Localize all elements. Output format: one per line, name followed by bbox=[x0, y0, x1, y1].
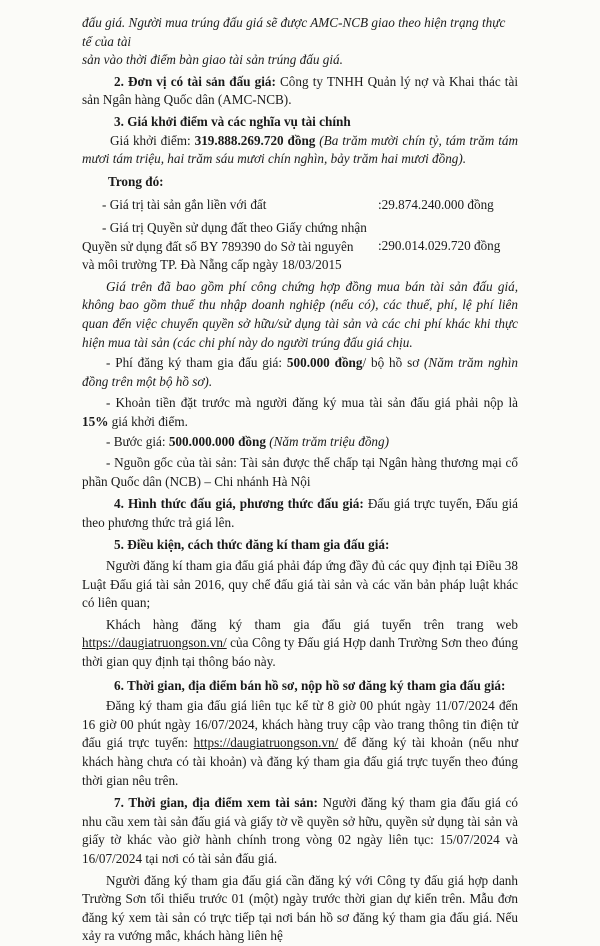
section-5-paragraph-2 bbox=[82, 616, 518, 672]
asset-origin: - Nguồn gốc của tài sản: Tài sản được thế chấp tại Ngân hàng thương mại cổ phần Quốc dân (NCB) – Chi nhánh Hà Nội bbox=[82, 455, 518, 489]
bid-step bbox=[82, 433, 518, 452]
section-2 bbox=[82, 73, 518, 110]
starting-price-label: Giá khởi điểm: bbox=[110, 132, 195, 148]
registration-fee-label: - Phí đăng ký tham gia đấu giá: bbox=[106, 355, 287, 371]
section-5-text-b: của Công ty Đấu giá Hợp danh Trường Sơn theo đúng thời gian quy định tại thông báo này. bbox=[82, 635, 518, 669]
section-2-text: Công ty TNHH Quản lý nợ và Khai thác tài sản Ngân hàng Quốc dân (AMC-NCB). bbox=[82, 73, 518, 108]
starting-price-value: 319.888.269.720 đồng bbox=[194, 132, 316, 148]
breakdown-item-2-value: :290.014.029.720 đồng bbox=[378, 237, 501, 253]
section-5-paragraph-1: Người đăng kí tham gia đấu giá phải đáp ứng đầy đủ các quy định tại Điều 38 Luật Đấu giá tài sản 2016, quy chế đấu giá tài sản và các văn bản pháp luật khác có liên quan; bbox=[82, 558, 518, 611]
section-4 bbox=[82, 495, 518, 532]
registration-fee bbox=[82, 354, 518, 391]
website-link[interactable]: https://daugiatruongson.vn/ bbox=[82, 635, 227, 651]
section-7 bbox=[82, 794, 518, 868]
breakdown-item-2-line-1: - Giá trị Quyền sử dụng đất theo Giấy chứng nhận bbox=[102, 219, 367, 235]
registration-fee-unit: / bộ hồ sơ bbox=[362, 355, 425, 371]
starting-price-words: (Ba trăm mười chín tỷ, tám trăm tám mươi tám triệu, hai trăm sáu mươi chín nghìn, bảy trăm hai mươi đồng). bbox=[82, 132, 518, 167]
intro-line-2: sản vào thời điểm bàn giao tài sản trúng đấu giá. bbox=[82, 52, 343, 68]
registration-fee-value: 500.000 đồng bbox=[286, 355, 363, 371]
section-6-paragraph bbox=[82, 697, 518, 790]
intro-line-1: đấu giá. Người mua trúng đấu giá sẽ được AMC-NCB giao theo hiện trạng thực tế của tài bbox=[82, 15, 506, 49]
deposit-text: - Khoản tiền đặt trước mà người đăng ký mua tài sản đấu giá phải nộp là bbox=[106, 395, 518, 411]
bid-step-label: - Bước giá: bbox=[106, 434, 169, 450]
starting-price bbox=[82, 132, 518, 169]
breakdown-item-2 bbox=[82, 219, 518, 275]
section-7-text: Người đăng ký tham gia đấu giá có nhu cầu xem tài sản đấu giá và giấy tờ về quyền sở hữu, quyền sử dụng tài sản và giấy tờ khác vào giờ hành chính trong vòng 02 ngày liên tục: 15/07/2024 và 16/07/2024 tại nơi có tài sản đấu giá. bbox=[82, 795, 518, 866]
breakdown-item-2-line-2: Quyền sử dụng đất số BY 789390 do Sở tài nguyên bbox=[82, 238, 354, 254]
deposit-text-end: giá khởi điểm. bbox=[108, 413, 188, 429]
breakdown-item-1-label: - Giá trị tài sản gắn liền với đất bbox=[102, 197, 267, 213]
section-6-text-a: Đăng ký tham gia đấu giá liên tục kể từ 8 giờ 00 phút ngày 11/07/2024 đến 16 giờ 00 phút ngày 16/07/2024, khách hàng truy cập vào trang thông tin điện tử đấu giá trực tuyến: bbox=[82, 698, 518, 751]
bid-step-words: (Năm trăm triệu đồng) bbox=[265, 434, 390, 450]
section-4-heading: 4. Hình thức đấu giá, phương thức đấu giá: bbox=[114, 496, 364, 512]
price-note: Giá trên đã bao gồm phí công chứng hợp đồng mua bán tài sản đấu giá, không bao gồm thuế thu nhập doanh nghiệp (nếu có), các thuế, phí, lệ phí liên quan đến việc chuyển quyền sở hữu/sử dụng tài sản và các chi phí khác khi thực hiện mua tài sản (các chi phí này do người trúng đấu giá chịu. bbox=[82, 278, 518, 350]
section-6-text-b: để đăng ký tài khoản (nếu như khách hàng chưa có tài khoản) và đăng ký tham gia đấu giá trực tuyến theo đúng thời gian nêu trên. bbox=[82, 735, 519, 788]
section-5-heading: 5. Điều kiện, cách thức đăng kí tham gia đấu giá: bbox=[114, 537, 390, 553]
breakdown-item-2-line-3: và môi trường TP. Đà Nẵng cấp ngày 18/03/2015 bbox=[82, 257, 342, 273]
section-2-heading: 2. Đơn vị có tài sản đấu giá: bbox=[114, 73, 276, 89]
section-7-paragraph-2: Người đăng ký tham gia đấu giá cần đăng ký với Công ty đấu giá hợp danh Trường Sơn tối thiểu trước 01 (một) ngày trước thời gian dự kiến trên. Mẫu đơn đăng ký xem tài sản có trực tiếp tại nơi bán hồ sơ đăng ký tham gia đấu giá. Nếu xảy ra vướng mắc, khách hàng liên hệ bbox=[82, 872, 518, 944]
bid-step-value: 500.000.000 đồng bbox=[168, 434, 266, 450]
section-4-text: Đấu giá trực tuyến, Đấu giá theo phương thức trả giá lên. bbox=[82, 496, 518, 530]
section-3-heading: 3. Giá khởi điểm và các nghĩa vụ tài chính bbox=[114, 113, 351, 129]
deposit bbox=[82, 394, 518, 431]
breakdown-item-1-value: :29.874.240.000 đồng bbox=[378, 197, 494, 213]
registration-fee-words: (Năm trăm nghìn đồng trên một bộ hồ sơ). bbox=[82, 355, 518, 389]
section-7-heading: 7. Thời gian, địa điểm xem tài sản: bbox=[114, 795, 318, 811]
section-5-text-a: Khách hàng đăng ký tham gia đấu giá tuyến trên trang web bbox=[106, 616, 518, 632]
breakdown-item-1 bbox=[82, 196, 518, 215]
breakdown-heading: Trong đó: bbox=[108, 173, 164, 189]
section-6-heading: 6. Thời gian, địa điểm bán hồ sơ, nộp hồ sơ đăng ký tham gia đấu giá: bbox=[114, 677, 506, 693]
auction-site-link[interactable]: https://daugiatruongson.vn/ bbox=[193, 735, 339, 751]
deposit-percent: 15% bbox=[82, 413, 109, 429]
